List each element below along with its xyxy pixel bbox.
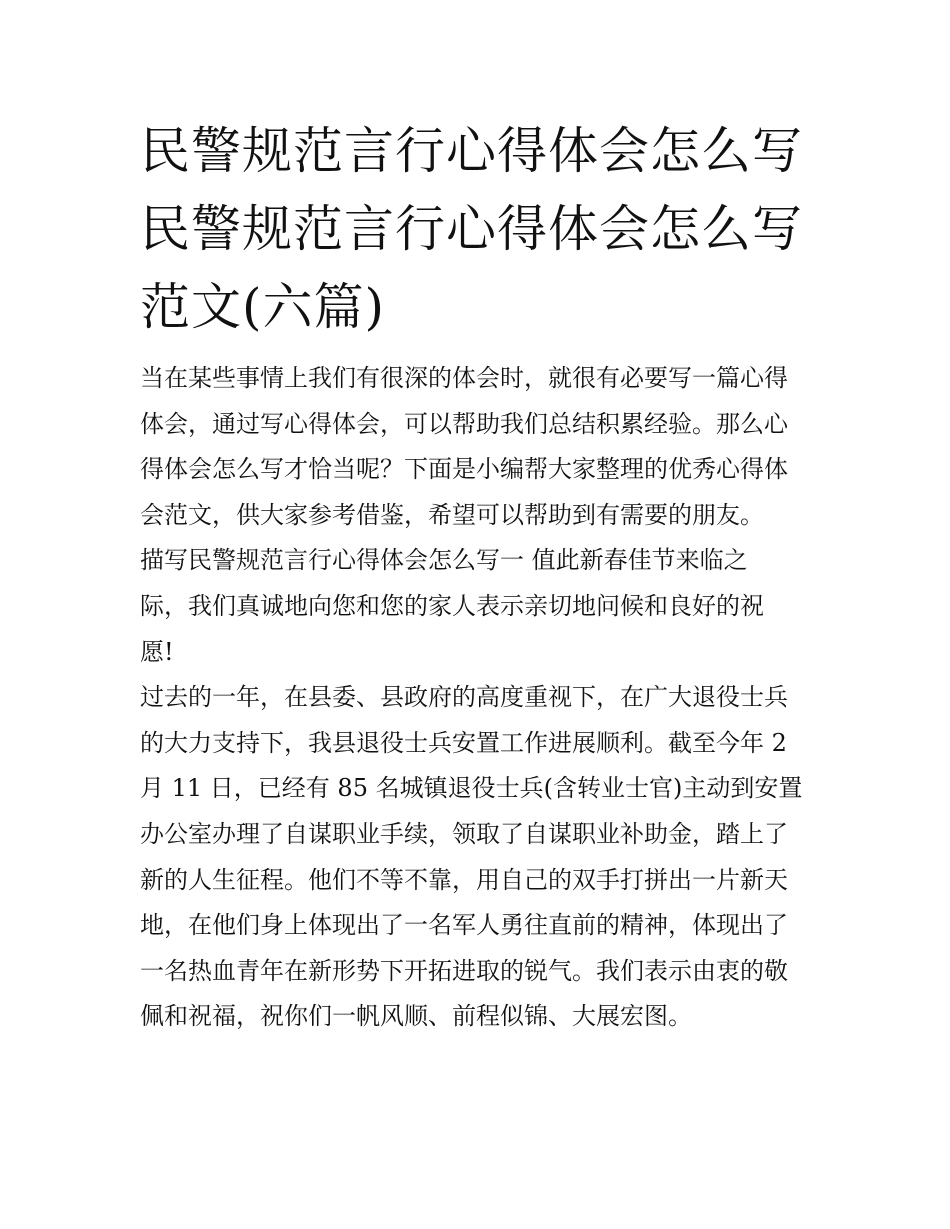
body-line: 办公室办理了自谋职业手续，领取了自谋职业补助金，踏上了 [140,819,788,848]
document-title [140,112,820,346]
body-line: 际，我们真诚地向您和您的家人表示亲切地问候和良好的祝 [140,591,764,620]
body-line: 过去的一年，在县委、县政府的高度重视下，在广大退役士兵 [140,683,788,712]
body-line: 得体会怎么写才恰当呢？下面是小编帮大家整理的优秀心得体 [140,455,788,484]
body-line: 当在某些事情上我们有很深的体会时，就很有必要写一篇心得 [140,364,788,392]
body-line: 会范文，供大家参考借鉴，希望可以帮助到有需要的朋友。 [140,500,764,529]
body-line: 的大力支持下，我县退役士兵安置工作进展顺利。截至今年 2 [140,728,787,757]
body-line: 佩和祝福，祝你们一帆风顺、前程似锦、大展宏图。 [140,1002,692,1031]
body-line: 一名热血青年在新形势下开拓进取的锐气。我们表示由衷的敬 [140,956,788,985]
body-line: 愿! [140,637,174,666]
body-line: 地，在他们身上体现出了一名军人勇往直前的精神，体现出了 [140,911,788,940]
title-line: 民警规范言行心得体会怎么写 [140,200,803,258]
body-line: 描写民警规范言行心得体会怎么写一 值此新春佳节来临之 [140,546,748,575]
body-line: 体会，通过写心得体会，可以帮助我们总结积累经验。那么心 [140,409,788,438]
document-body [140,356,820,1040]
body-line: 月 11 日，已经有 85 名城镇退役士兵(含转业士官)主动到安置 [140,774,803,803]
title-line: 民警规范言行心得体会怎么写 [140,122,803,180]
title-line: 范文(六篇) [140,278,386,336]
body-line: 新的人生征程。他们不等不靠，用自己的双手打拼出一片新天 [140,865,788,894]
